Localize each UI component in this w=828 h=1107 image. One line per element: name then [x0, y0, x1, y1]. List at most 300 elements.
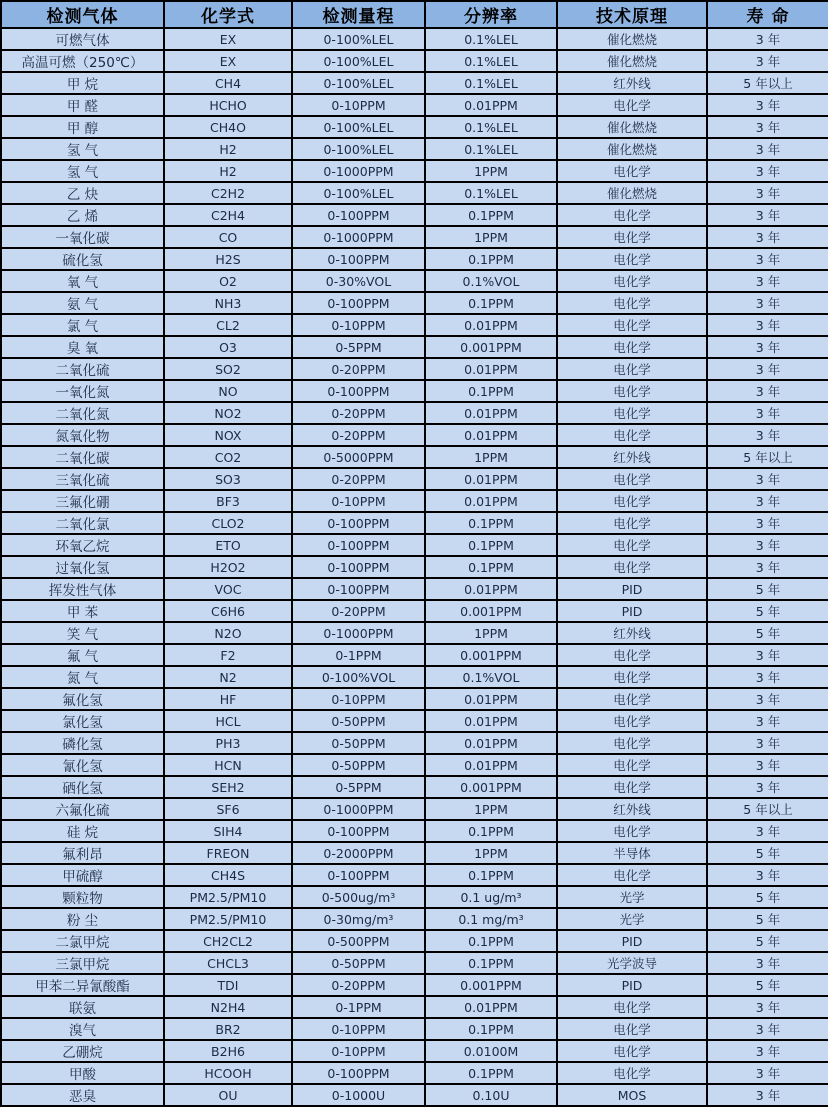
cell-lifespan: 5 年 — [707, 930, 828, 952]
cell-range: 0-5PPM — [292, 336, 425, 358]
cell-formula: B2H6 — [164, 1040, 292, 1062]
cell-formula: CLO2 — [164, 512, 292, 534]
cell-range: 0-20PPM — [292, 600, 425, 622]
table-row — [1, 842, 828, 864]
cell-lifespan: 3 年 — [707, 996, 828, 1018]
cell-gas: 硅 烷 — [1, 820, 164, 842]
cell-formula: HCOOH — [164, 1062, 292, 1084]
table-row — [1, 336, 828, 358]
table-row — [1, 446, 828, 468]
table-row — [1, 1062, 828, 1084]
cell-formula: BF3 — [164, 490, 292, 512]
table-row — [1, 622, 828, 644]
cell-principle: 电化学 — [557, 644, 707, 666]
cell-gas: 氰化氢 — [1, 754, 164, 776]
table-row — [1, 798, 828, 820]
cell-principle: MOS — [557, 1084, 707, 1106]
cell-principle: 电化学 — [557, 1062, 707, 1084]
cell-lifespan: 3 年 — [707, 754, 828, 776]
column-header-resolution: 分辨率 — [425, 1, 557, 28]
cell-principle: 电化学 — [557, 754, 707, 776]
cell-range: 0-50PPM — [292, 952, 425, 974]
cell-lifespan: 3 年 — [707, 490, 828, 512]
cell-formula: PH3 — [164, 732, 292, 754]
cell-lifespan: 3 年 — [707, 380, 828, 402]
cell-formula: PM2.5/PM10 — [164, 886, 292, 908]
cell-resolution: 0.01PPM — [425, 754, 557, 776]
cell-lifespan: 3 年 — [707, 1040, 828, 1062]
cell-range: 0-100PPM — [292, 1062, 425, 1084]
cell-formula: H2S — [164, 248, 292, 270]
cell-range: 0-100%LEL — [292, 116, 425, 138]
cell-resolution: 0.1PPM — [425, 1018, 557, 1040]
cell-range: 0-1000PPM — [292, 160, 425, 182]
cell-gas: 二氧化碳 — [1, 446, 164, 468]
cell-range: 0-20PPM — [292, 358, 425, 380]
cell-gas: 六氟化硫 — [1, 798, 164, 820]
table-row — [1, 820, 828, 842]
cell-principle: 电化学 — [557, 468, 707, 490]
cell-formula: OU — [164, 1084, 292, 1106]
cell-gas: 磷化氢 — [1, 732, 164, 754]
cell-principle: 电化学 — [557, 380, 707, 402]
cell-formula: PM2.5/PM10 — [164, 908, 292, 930]
cell-resolution: 0.1PPM — [425, 1062, 557, 1084]
table-row — [1, 600, 828, 622]
cell-formula: CO — [164, 226, 292, 248]
column-header-principle: 技术原理 — [557, 1, 707, 28]
cell-gas: 二氧化氮 — [1, 402, 164, 424]
cell-principle: 电化学 — [557, 710, 707, 732]
cell-lifespan: 3 年 — [707, 138, 828, 160]
cell-formula: H2O2 — [164, 556, 292, 578]
cell-resolution: 0.001PPM — [425, 644, 557, 666]
cell-gas: 氢 气 — [1, 138, 164, 160]
cell-gas: 氟化氢 — [1, 688, 164, 710]
table-row — [1, 952, 828, 974]
cell-formula: SIH4 — [164, 820, 292, 842]
cell-range: 0-100PPM — [292, 578, 425, 600]
cell-range: 0-100PPM — [292, 204, 425, 226]
table-row — [1, 556, 828, 578]
cell-gas: 硒化氢 — [1, 776, 164, 798]
table-row — [1, 116, 828, 138]
cell-range: 0-100PPM — [292, 248, 425, 270]
cell-principle: 催化燃烧 — [557, 116, 707, 138]
cell-gas: 笑 气 — [1, 622, 164, 644]
cell-principle: 半导体 — [557, 842, 707, 864]
cell-lifespan: 3 年 — [707, 732, 828, 754]
cell-lifespan: 3 年 — [707, 644, 828, 666]
cell-range: 0-10PPM — [292, 490, 425, 512]
cell-range: 0-50PPM — [292, 732, 425, 754]
cell-gas: 三氧化硫 — [1, 468, 164, 490]
cell-lifespan: 3 年 — [707, 116, 828, 138]
table-row — [1, 512, 828, 534]
table-row — [1, 996, 828, 1018]
cell-principle: 催化燃烧 — [557, 138, 707, 160]
cell-resolution: 0.1%LEL — [425, 116, 557, 138]
cell-formula: TDI — [164, 974, 292, 996]
cell-formula: C6H6 — [164, 600, 292, 622]
cell-lifespan: 3 年 — [707, 776, 828, 798]
cell-resolution: 1PPM — [425, 160, 557, 182]
cell-range: 0-100%LEL — [292, 28, 425, 50]
cell-resolution: 0.1PPM — [425, 380, 557, 402]
table-row — [1, 50, 828, 72]
cell-gas: 氟利昂 — [1, 842, 164, 864]
cell-formula: NH3 — [164, 292, 292, 314]
cell-principle: 电化学 — [557, 688, 707, 710]
cell-resolution: 0.1%LEL — [425, 138, 557, 160]
cell-range: 0-100PPM — [292, 864, 425, 886]
cell-principle: 电化学 — [557, 314, 707, 336]
cell-resolution: 0.1%VOL — [425, 270, 557, 292]
column-header-gas: 检测气体 — [1, 1, 164, 28]
cell-lifespan: 5 年以上 — [707, 798, 828, 820]
cell-range: 0-30%VOL — [292, 270, 425, 292]
cell-lifespan: 3 年 — [707, 182, 828, 204]
cell-resolution: 0.1PPM — [425, 952, 557, 974]
cell-gas: 乙硼烷 — [1, 1040, 164, 1062]
cell-principle: 电化学 — [557, 292, 707, 314]
cell-range: 0-20PPM — [292, 402, 425, 424]
cell-principle: PID — [557, 578, 707, 600]
cell-formula: HCHO — [164, 94, 292, 116]
cell-principle: 电化学 — [557, 820, 707, 842]
cell-formula: O2 — [164, 270, 292, 292]
cell-resolution: 0.1%LEL — [425, 72, 557, 94]
cell-gas: 氢 气 — [1, 160, 164, 182]
cell-gas: 二氧化氯 — [1, 512, 164, 534]
cell-gas: 臭 氧 — [1, 336, 164, 358]
table-row — [1, 270, 828, 292]
cell-resolution: 0.01PPM — [425, 710, 557, 732]
cell-resolution: 0.01PPM — [425, 424, 557, 446]
cell-range: 0-500PPM — [292, 930, 425, 952]
table-row — [1, 468, 828, 490]
cell-resolution: 0.1PPM — [425, 248, 557, 270]
cell-lifespan: 3 年 — [707, 336, 828, 358]
cell-formula: CH4S — [164, 864, 292, 886]
cell-range: 0-30mg/m³ — [292, 908, 425, 930]
cell-lifespan: 3 年 — [707, 226, 828, 248]
cell-range: 0-10PPM — [292, 314, 425, 336]
cell-lifespan: 3 年 — [707, 1062, 828, 1084]
cell-resolution: 0.001PPM — [425, 974, 557, 996]
cell-resolution: 0.01PPM — [425, 402, 557, 424]
cell-formula: C2H4 — [164, 204, 292, 226]
cell-lifespan: 5 年 — [707, 842, 828, 864]
cell-gas: 高温可燃（250℃） — [1, 50, 164, 72]
cell-range: 0-50PPM — [292, 754, 425, 776]
cell-formula: H2 — [164, 138, 292, 160]
cell-principle: 电化学 — [557, 204, 707, 226]
cell-formula: CH2CL2 — [164, 930, 292, 952]
cell-formula: CL2 — [164, 314, 292, 336]
cell-lifespan: 3 年 — [707, 556, 828, 578]
cell-formula: N2H4 — [164, 996, 292, 1018]
cell-resolution: 1PPM — [425, 622, 557, 644]
cell-principle: 光学 — [557, 886, 707, 908]
table-row — [1, 732, 828, 754]
cell-gas: 氯 气 — [1, 314, 164, 336]
cell-principle: 电化学 — [557, 1040, 707, 1062]
cell-formula: HF — [164, 688, 292, 710]
cell-gas: 环氧乙烷 — [1, 534, 164, 556]
cell-lifespan: 3 年 — [707, 204, 828, 226]
cell-formula: SO3 — [164, 468, 292, 490]
table-row — [1, 160, 828, 182]
cell-lifespan: 3 年 — [707, 28, 828, 50]
cell-range: 0-100%LEL — [292, 138, 425, 160]
cell-resolution: 1PPM — [425, 446, 557, 468]
cell-range: 0-1PPM — [292, 996, 425, 1018]
table-row — [1, 248, 828, 270]
cell-gas: 挥发性气体 — [1, 578, 164, 600]
cell-resolution: 0.001PPM — [425, 336, 557, 358]
cell-lifespan: 3 年 — [707, 688, 828, 710]
cell-gas: 甲 醇 — [1, 116, 164, 138]
cell-principle: 催化燃烧 — [557, 182, 707, 204]
cell-principle: 红外线 — [557, 446, 707, 468]
cell-range: 0-100PPM — [292, 820, 425, 842]
cell-formula: SEH2 — [164, 776, 292, 798]
cell-formula: NO2 — [164, 402, 292, 424]
cell-range: 0-10PPM — [292, 1040, 425, 1062]
cell-formula: BR2 — [164, 1018, 292, 1040]
cell-principle: 电化学 — [557, 402, 707, 424]
cell-lifespan: 5 年 — [707, 578, 828, 600]
cell-range: 0-5000PPM — [292, 446, 425, 468]
cell-gas: 三氟化硼 — [1, 490, 164, 512]
cell-range: 0-1000U — [292, 1084, 425, 1106]
cell-gas: 乙 炔 — [1, 182, 164, 204]
cell-gas: 一氧化氮 — [1, 380, 164, 402]
table-row — [1, 776, 828, 798]
cell-resolution: 0.1PPM — [425, 864, 557, 886]
table-row — [1, 424, 828, 446]
table-row — [1, 754, 828, 776]
cell-formula: CHCL3 — [164, 952, 292, 974]
table-row — [1, 1018, 828, 1040]
cell-formula: CH4 — [164, 72, 292, 94]
cell-resolution: 0.001PPM — [425, 776, 557, 798]
cell-resolution: 0.0100M — [425, 1040, 557, 1062]
cell-principle: 电化学 — [557, 248, 707, 270]
cell-formula: H2 — [164, 160, 292, 182]
cell-resolution: 0.1%LEL — [425, 182, 557, 204]
cell-gas: 甲苯二异氰酸酯 — [1, 974, 164, 996]
cell-lifespan: 3 年 — [707, 292, 828, 314]
table-header-row — [1, 1, 828, 28]
column-header-lifespan: 寿 命 — [707, 1, 828, 28]
cell-formula: CH4O — [164, 116, 292, 138]
cell-resolution: 0.1PPM — [425, 556, 557, 578]
cell-principle: 电化学 — [557, 776, 707, 798]
cell-formula: SF6 — [164, 798, 292, 820]
cell-range: 0-1000PPM — [292, 226, 425, 248]
table-row — [1, 402, 828, 424]
cell-gas: 乙 烯 — [1, 204, 164, 226]
cell-resolution: 0.01PPM — [425, 490, 557, 512]
table-row — [1, 314, 828, 336]
cell-gas: 三氯甲烷 — [1, 952, 164, 974]
cell-resolution: 0.1%LEL — [425, 50, 557, 72]
table-row — [1, 666, 828, 688]
cell-formula: CO2 — [164, 446, 292, 468]
cell-gas: 氧 气 — [1, 270, 164, 292]
cell-gas: 过氧化氢 — [1, 556, 164, 578]
header-row — [1, 1, 828, 28]
cell-range: 0-10PPM — [292, 94, 425, 116]
cell-lifespan: 3 年 — [707, 710, 828, 732]
cell-principle: PID — [557, 974, 707, 996]
cell-lifespan: 5 年 — [707, 622, 828, 644]
table-row — [1, 380, 828, 402]
cell-principle: 催化燃烧 — [557, 50, 707, 72]
cell-lifespan: 5 年 — [707, 886, 828, 908]
cell-principle: 催化燃烧 — [557, 28, 707, 50]
cell-principle: 电化学 — [557, 336, 707, 358]
cell-gas: 粉 尘 — [1, 908, 164, 930]
cell-principle: 电化学 — [557, 424, 707, 446]
cell-gas: 甲 烷 — [1, 72, 164, 94]
table-row — [1, 226, 828, 248]
cell-resolution: 0.1PPM — [425, 512, 557, 534]
cell-range: 0-100PPM — [292, 292, 425, 314]
cell-range: 0-100PPM — [292, 534, 425, 556]
cell-resolution: 0.01PPM — [425, 996, 557, 1018]
cell-resolution: 0.01PPM — [425, 688, 557, 710]
cell-gas: 硫化氢 — [1, 248, 164, 270]
cell-lifespan: 3 年 — [707, 248, 828, 270]
table-row — [1, 974, 828, 996]
cell-lifespan: 3 年 — [707, 1018, 828, 1040]
table-body — [1, 28, 828, 1106]
cell-gas: 甲 醛 — [1, 94, 164, 116]
cell-formula: HCN — [164, 754, 292, 776]
cell-resolution: 0.01PPM — [425, 732, 557, 754]
cell-resolution: 0.01PPM — [425, 578, 557, 600]
table-row — [1, 930, 828, 952]
cell-gas: 甲硫醇 — [1, 864, 164, 886]
cell-gas: 甲 苯 — [1, 600, 164, 622]
cell-resolution: 1PPM — [425, 842, 557, 864]
cell-principle: 电化学 — [557, 358, 707, 380]
cell-lifespan: 5 年 — [707, 600, 828, 622]
cell-formula: SO2 — [164, 358, 292, 380]
cell-resolution: 0.01PPM — [425, 314, 557, 336]
cell-gas: 甲酸 — [1, 1062, 164, 1084]
cell-range: 0-100%VOL — [292, 666, 425, 688]
cell-range: 0-100%LEL — [292, 72, 425, 94]
cell-lifespan: 3 年 — [707, 314, 828, 336]
cell-gas: 氟 气 — [1, 644, 164, 666]
cell-principle: 电化学 — [557, 732, 707, 754]
cell-gas: 溴气 — [1, 1018, 164, 1040]
cell-range: 0-50PPM — [292, 710, 425, 732]
cell-formula: NO — [164, 380, 292, 402]
cell-gas: 一氧化碳 — [1, 226, 164, 248]
cell-lifespan: 3 年 — [707, 952, 828, 974]
cell-range: 0-20PPM — [292, 468, 425, 490]
cell-resolution: 1PPM — [425, 798, 557, 820]
cell-principle: 光学波导 — [557, 952, 707, 974]
cell-formula: O3 — [164, 336, 292, 358]
cell-lifespan: 5 年以上 — [707, 446, 828, 468]
cell-principle: 电化学 — [557, 512, 707, 534]
cell-formula: VOC — [164, 578, 292, 600]
cell-gas: 颗粒物 — [1, 886, 164, 908]
cell-principle: 电化学 — [557, 864, 707, 886]
cell-principle: 光学 — [557, 908, 707, 930]
cell-lifespan: 3 年 — [707, 1084, 828, 1106]
cell-lifespan: 3 年 — [707, 358, 828, 380]
cell-lifespan: 3 年 — [707, 820, 828, 842]
cell-resolution: 0.01PPM — [425, 94, 557, 116]
table-row — [1, 94, 828, 116]
cell-range: 0-10PPM — [292, 688, 425, 710]
table-row — [1, 72, 828, 94]
cell-resolution: 0.01PPM — [425, 468, 557, 490]
cell-range: 0-100%LEL — [292, 50, 425, 72]
cell-resolution: 1PPM — [425, 226, 557, 248]
cell-range: 0-5PPM — [292, 776, 425, 798]
cell-gas: 联氨 — [1, 996, 164, 1018]
table-row — [1, 292, 828, 314]
cell-resolution: 0.1 ug/m³ — [425, 886, 557, 908]
cell-resolution: 0.001PPM — [425, 600, 557, 622]
cell-lifespan: 3 年 — [707, 50, 828, 72]
cell-principle: PID — [557, 600, 707, 622]
cell-resolution: 0.1 mg/m³ — [425, 908, 557, 930]
cell-gas: 二氯甲烷 — [1, 930, 164, 952]
cell-gas: 氨 气 — [1, 292, 164, 314]
cell-lifespan: 3 年 — [707, 402, 828, 424]
cell-gas: 恶臭 — [1, 1084, 164, 1106]
cell-principle: 电化学 — [557, 490, 707, 512]
table-row — [1, 886, 828, 908]
cell-formula: N2O — [164, 622, 292, 644]
table-row — [1, 1084, 828, 1106]
table-row — [1, 534, 828, 556]
cell-lifespan: 3 年 — [707, 160, 828, 182]
cell-principle: PID — [557, 930, 707, 952]
cell-range: 0-20PPM — [292, 974, 425, 996]
cell-resolution: 0.1PPM — [425, 534, 557, 556]
cell-resolution: 0.10U — [425, 1084, 557, 1106]
cell-principle: 电化学 — [557, 996, 707, 1018]
cell-formula: EX — [164, 28, 292, 50]
cell-lifespan: 5 年以上 — [707, 72, 828, 94]
cell-principle: 红外线 — [557, 622, 707, 644]
cell-lifespan: 3 年 — [707, 94, 828, 116]
cell-lifespan: 3 年 — [707, 468, 828, 490]
column-header-range: 检测量程 — [292, 1, 425, 28]
cell-range: 0-10PPM — [292, 1018, 425, 1040]
table-row — [1, 578, 828, 600]
cell-principle: 电化学 — [557, 270, 707, 292]
table-row — [1, 358, 828, 380]
table-row — [1, 138, 828, 160]
table-row — [1, 710, 828, 732]
cell-range: 0-1PPM — [292, 644, 425, 666]
cell-formula: FREON — [164, 842, 292, 864]
cell-resolution: 0.1%VOL — [425, 666, 557, 688]
cell-lifespan: 3 年 — [707, 666, 828, 688]
cell-lifespan: 3 年 — [707, 270, 828, 292]
